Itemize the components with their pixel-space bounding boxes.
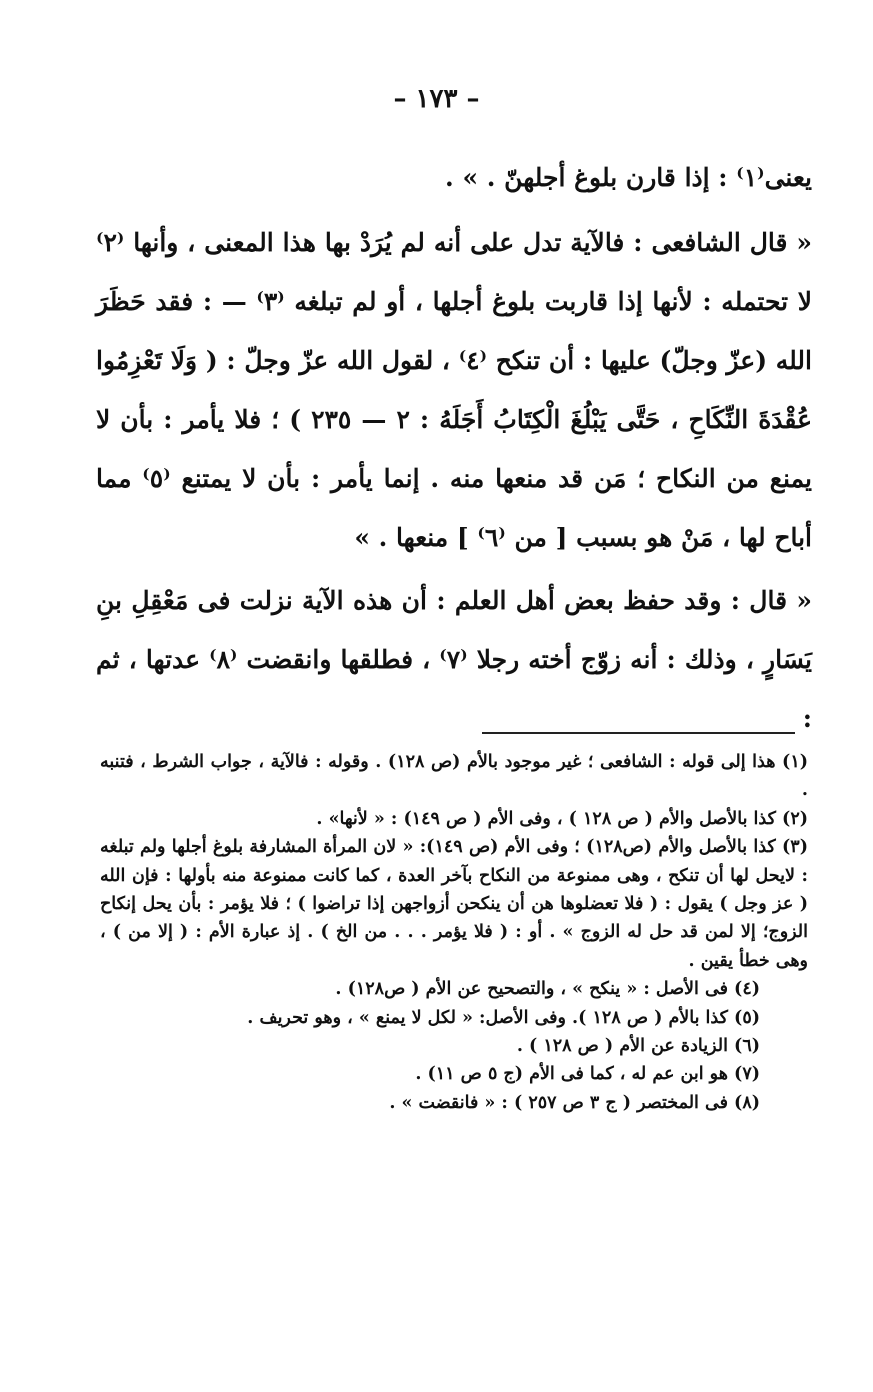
paragraph-2: « قال الشافعى : فالآية تدل على أنه لم يُرَدْ بها هذا المعنى ، وأنها ⁽٢⁾ لا تحتمله : لأنها إذا قاربت بلوغ أجلها ، أو لم تبلغه ⁽٣⁾ — : فقد حَظَرَ الله (عزّ وجلّ) عليها : أن تنكح ⁽٤⁾ ، لقول الله عزّ وجلّ : ( وَلَا تَعْزِمُوا عُقْدَةَ النِّكَاحِ ، حَتَّى يَبْلُغَ الْكِتَابُ أَجَلَهُ : ٢ — ٢٣٥ ) ؛ فلا يأمر : بأن لا يمنع من النكاح ؛ مَن قد منعها منه . إنما يأمر : بأن لا يمتنع ⁽٥⁾ مما أباح لها ، مَنْ هو بسبب [ من ⁽٦⁾ ] منعها . » <box>96 228 812 552</box>
paragraph-1: يعنى⁽١⁾ : إذا قارن بلوغ أجلهنّ . » . <box>445 163 812 192</box>
footnote-3: (٣) كذا بالأصل والأم (ص١٢٨) ؛ وفى الأم (ص ١٤٩): « لان المرأة المشارفة بلوغ أجلها ولم تبلغه : لايحل لها أن تنكح ، وهى ممنوعة من النكاح بآخر العدة ، كما كانت ممنوعة منه بأولها : فإن الله ( عز وجل ) يقول : ( فلا تعضلوها هن أن ينكحن أزواجهن إذا تراضوا ) ؛ فلا يؤمر : بأن يحل إنكاح الزوج؛ إلا لمن قد حل له الزوج » . أو : ( فلا يؤمر . . . من الخ ) . إذ عبارة الأم : ( إلا من ) ، وهى خطأ يقين . <box>100 837 808 971</box>
footnote-4: (٤) فى الأصل : « ينكح » ، والتصحيح عن الأم ( ص١٢٨) . <box>335 979 760 1000</box>
footnote-2: (٢) كذا بالأصل والأم ( ص ١٢٨ ) ، وفى الأم ( ص ١٤٩) : « لأنها» . <box>316 808 808 829</box>
main-text-block <box>96 148 812 752</box>
footnote-7: (٧) هو ابن عم له ، كما فى الأم (ج ٥ ص ١١) . <box>415 1064 760 1085</box>
footnotes-block <box>100 748 808 1117</box>
footnote-5: (٥) كذا بالأم ( ص ١٢٨ ). وفى الأصل: « لكل لا يمنع » ، وهو تحريف . <box>247 1007 760 1028</box>
footnote-1: (١) هذا إلى قوله : الشافعى ؛ غير موجود بالأم (ص ١٢٨) . وقوله : فالآية ، جواب الشرط ، فتنبه . <box>100 752 808 801</box>
footnote-divider <box>482 732 795 734</box>
footnote-6: (٦) الزيادة عن الأم ( ص ١٢٨ ) . <box>516 1036 760 1057</box>
footnote-8: (٨) فى المختصر ( ج ٣ ص ٢٥٧ ) : « فانقضت » . <box>389 1092 760 1113</box>
paragraph-3: « قال : وقد حفظ بعض أهل العلم : أن هذه الآية نزلت فى مَعْقِلِ بنِ يَسَارٍ ، وذلك : أنه زوّج أخته رجلا ⁽٧⁾ ، فطلقها وانقضت ⁽٨⁾ عدتها ، ثم : <box>96 586 812 733</box>
page-number: – ١٧٣ – <box>393 84 480 114</box>
